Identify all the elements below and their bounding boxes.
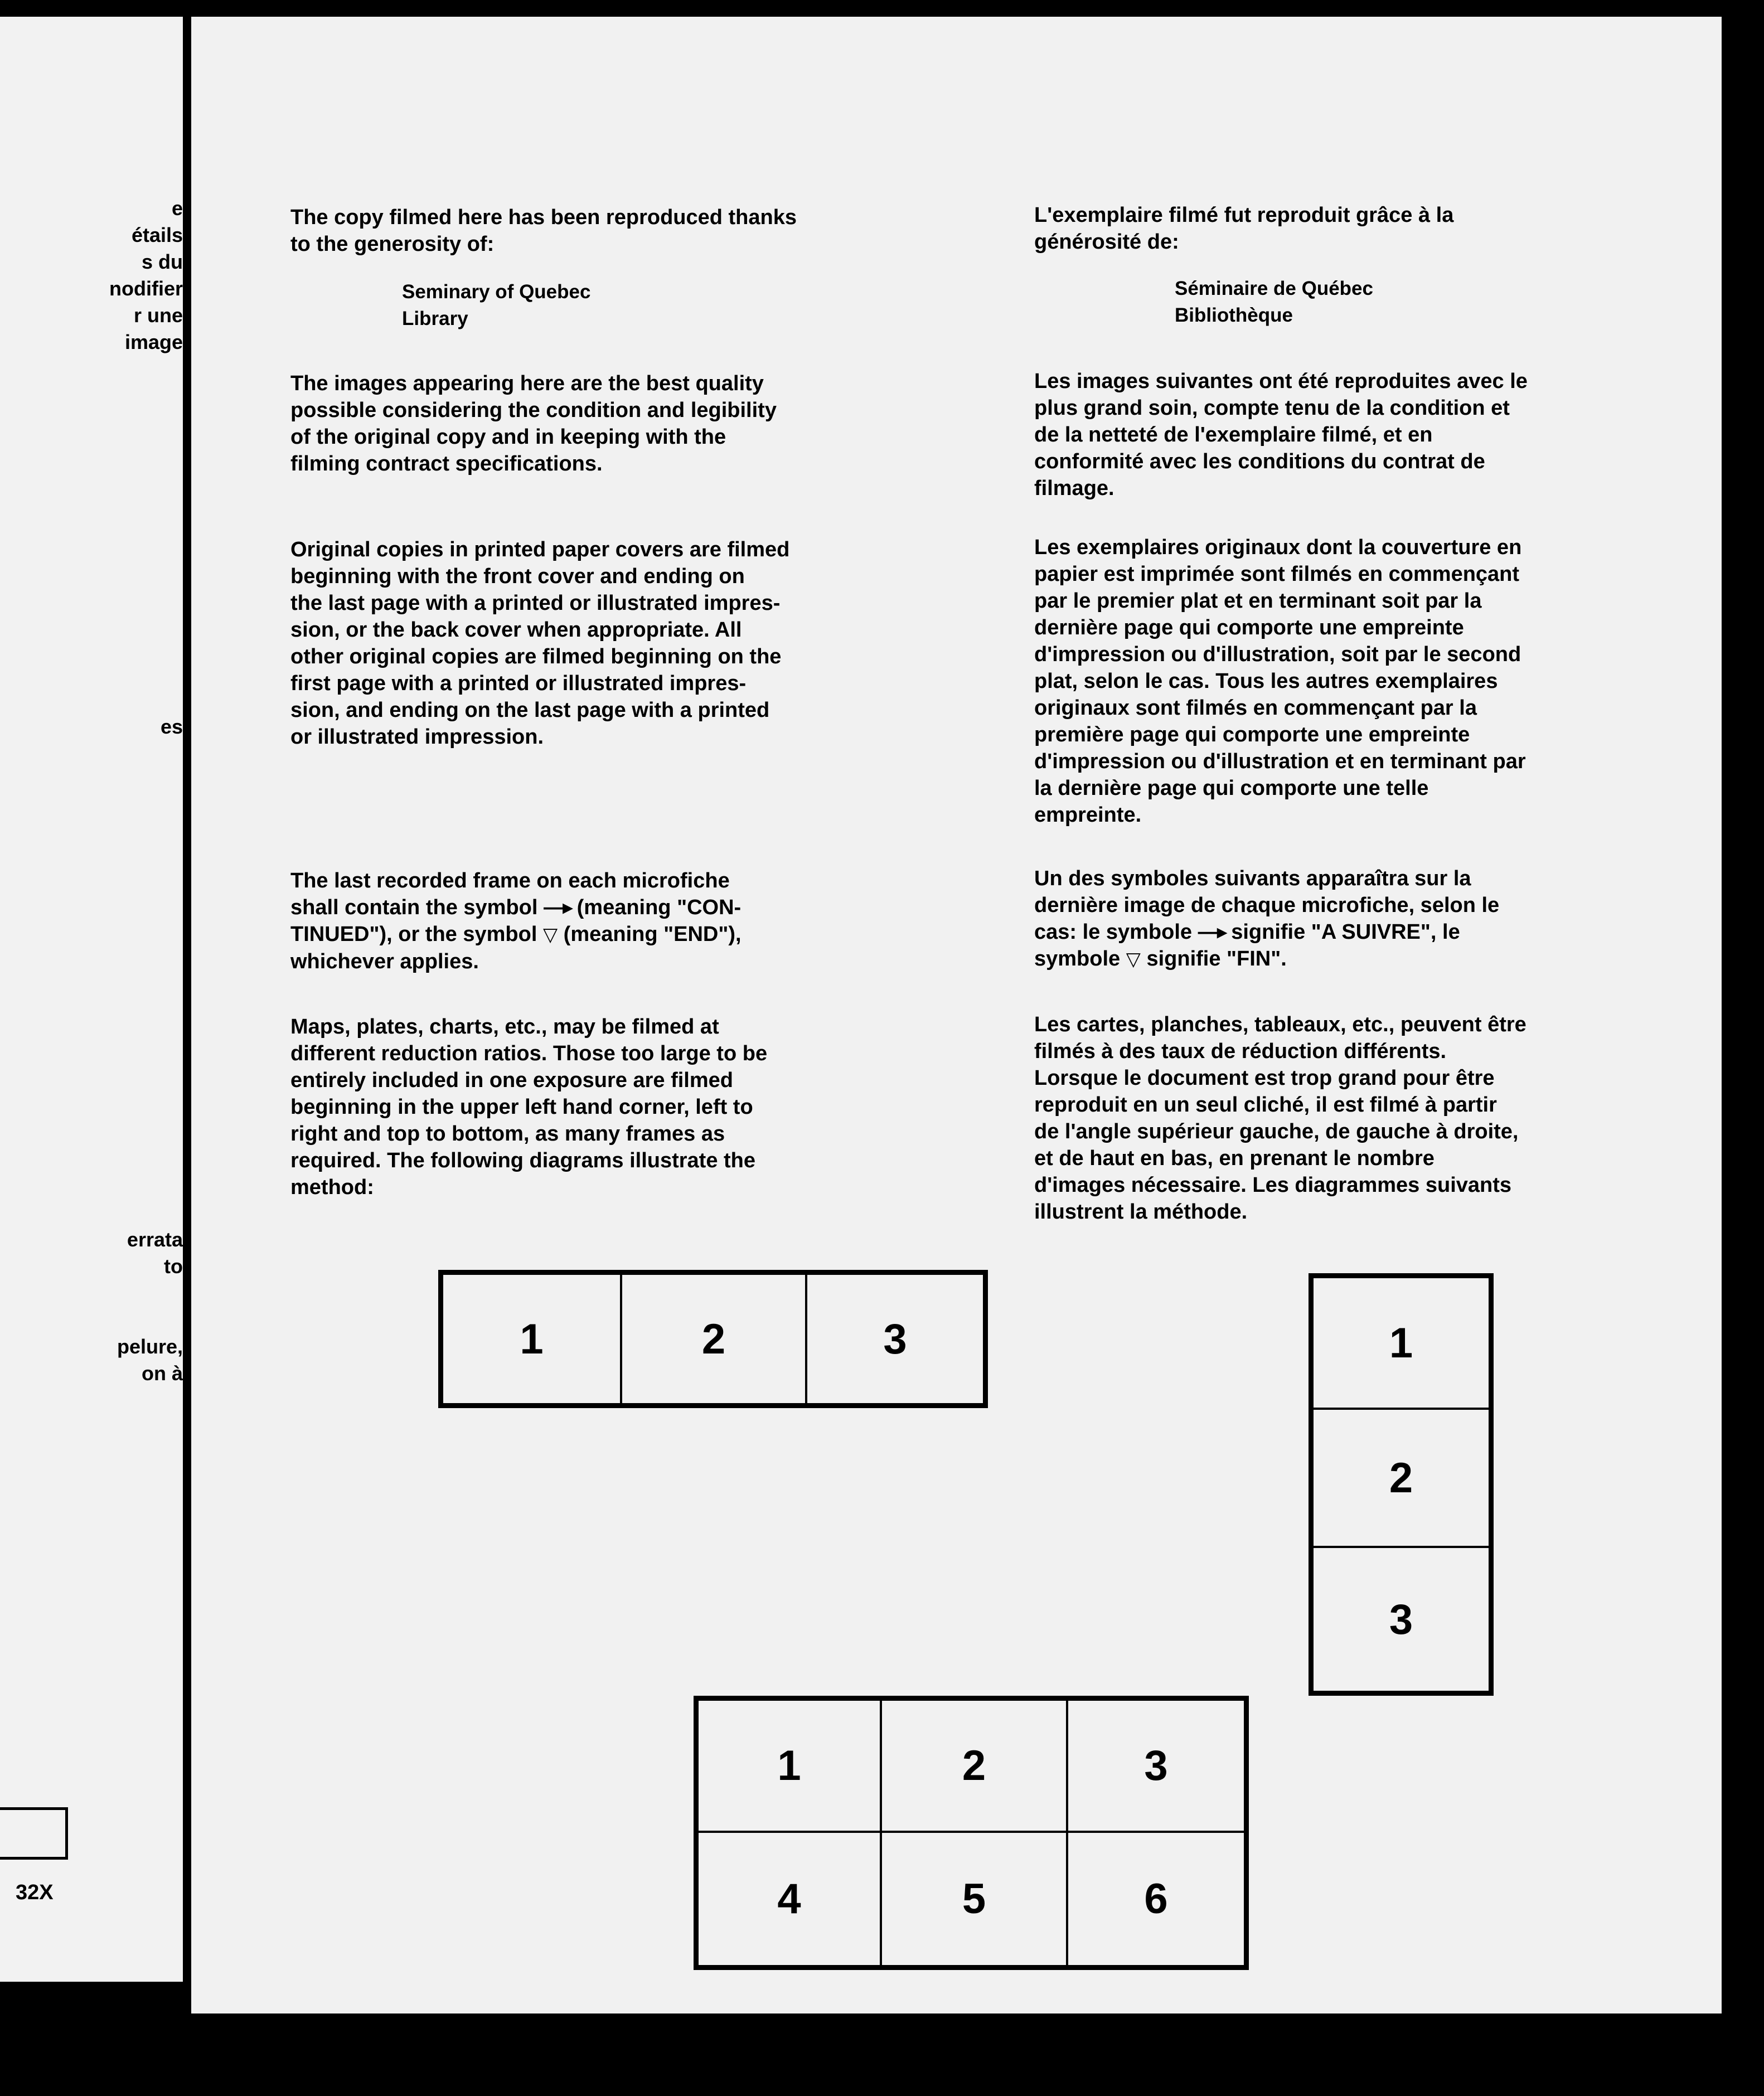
- vertical-frame-diagram: [1309, 1273, 1494, 1696]
- english-intro: The copy filmed here has been reproduced thanks to the generosity of:: [290, 206, 797, 256]
- scale-box: [0, 1807, 68, 1860]
- french-quality-paragraph: Les images suivantes ont été reproduites avec le plus grand soin, compte tenu de la condition et de la netteté de l'exemplaire filmé, et en conformité avec les conditions du contrat de filmage.: [1034, 370, 1528, 500]
- frame-cell: 2: [620, 1273, 807, 1405]
- adjacent-page-strip: [0, 17, 183, 1982]
- frame-cell: 3: [1066, 1699, 1246, 1833]
- frame-cell: 6: [1066, 1831, 1246, 1967]
- english-quality-paragraph: The images appearing here are the best quality possible considering the condition and legibility of the original copy and in keeping with the filming contract specifications.: [290, 372, 777, 476]
- frame-cell: 2: [1311, 1408, 1491, 1548]
- french-originals-paragraph: Les exemplaires originaux dont la couverture en papier est imprimée sont filmés en commençant par le premier plat et en terminant soit par la dernière page qui comporte une empreinte d'impression ou d'illustration, soit par le second plat, selon le cas. Tous les autres exemplaires originaux sont filmés en commençant par la première page qui comporte une empreinte d'impression ou d'illustration et en terminant par la dernière page qui comporte une telle empreinte.: [1034, 536, 1526, 827]
- french-intro: L'exemplaire filmé fut reproduit grâce à la générosité de:: [1034, 203, 1454, 254]
- french-library-name: Séminaire de Québec Bibliothèque: [1175, 278, 1373, 326]
- arrow-symbol-icon: —▸: [1198, 920, 1225, 944]
- strip-fragment: nodifier: [109, 277, 183, 300]
- arrow-symbol-icon: —▸: [543, 896, 571, 919]
- frame-cell: 3: [1311, 1546, 1491, 1693]
- english-symbols-paragraph: The last recorded frame on each microfiche shall contain the symbol —▸ (meaning "CON- TINUED"), or the symbol ▽ (meaning "END"), whichever applies.: [290, 869, 742, 973]
- grid-frame-diagram: [694, 1696, 1249, 1970]
- strip-fragment: s du: [141, 250, 183, 273]
- horizontal-frame-diagram: [438, 1270, 988, 1408]
- frame-cell: 1: [441, 1273, 622, 1405]
- strip-fragment: r une: [133, 304, 183, 327]
- strip-fragment: pelure,: [117, 1335, 183, 1358]
- microfiche-notice-page: [191, 17, 1722, 2013]
- scale-label: 32X: [16, 1881, 54, 1904]
- end-triangle-icon: ▽: [1126, 949, 1141, 970]
- frame-cell: 5: [880, 1831, 1068, 1967]
- strip-fragment: e: [171, 197, 183, 220]
- french-symbols-paragraph: Un des symboles suivants apparaîtra sur la dernière image de chaque microfiche, selon le cas: le symbole —▸ signifie "A SUIVRE", le symbole ▽ signifie "FIN".: [1034, 867, 1500, 971]
- frame-cell: 4: [696, 1831, 882, 1967]
- frame-cell: 2: [880, 1699, 1068, 1833]
- strip-fragment: es: [160, 715, 183, 738]
- english-maps-paragraph: Maps, plates, charts, etc., may be filmed at different reduction ratios. Those too large to be entirely included in one exposure are filmed beginning in the upper left hand corner, left to right and top to bottom, as many frames as required. The following diagrams illustrate the method:: [290, 1015, 768, 1199]
- end-triangle-icon: ▽: [542, 924, 558, 945]
- french-maps-paragraph: Les cartes, planches, tableaux, etc., peuvent être filmés à des taux de réduction différents. Lorsque le document est trop grand pour être reproduit en un seul cliché, il est filmé à partir de l'angle supérieur gauche, de gauche à droite, et de haut en bas, en prenant le nombre d'images nécessaire. Les diagrammes suivants illustrent la méthode.: [1034, 1013, 1526, 1224]
- strip-fragment: étails: [131, 224, 183, 246]
- strip-fragment: to: [164, 1255, 183, 1278]
- frame-cell: 3: [805, 1273, 985, 1405]
- frame-cell: 1: [696, 1699, 882, 1833]
- strip-fragment: errata: [127, 1228, 183, 1251]
- english-library-name: Seminary of Quebec Library: [402, 281, 591, 329]
- frame-cell: 1: [1311, 1276, 1491, 1410]
- strip-fragment: image: [124, 331, 183, 353]
- strip-fragment: on à: [141, 1362, 183, 1385]
- english-originals-paragraph: Original copies in printed paper covers are filmed beginning with the front cover and ending on the last page with a printed or illustrated impres- sion, or the back cover when appropriate. All other original copies are filmed beginning on the first page with a printed or illustrated impres- sion, and ending on the last page with a printed or illustrated impression.: [290, 538, 790, 749]
